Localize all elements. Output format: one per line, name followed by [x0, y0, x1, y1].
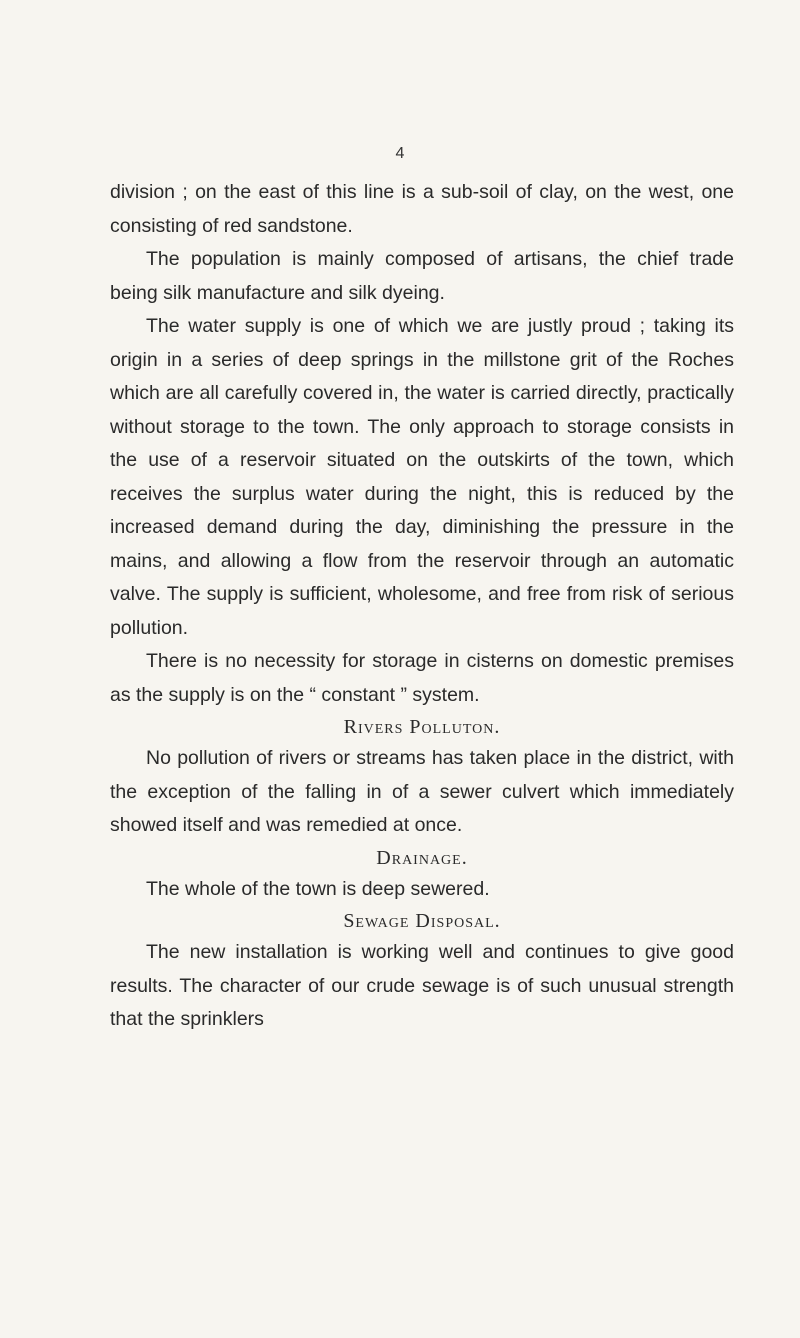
paragraph-water-supply: The water supply is one of which we are justly proud ; taking its origin in a series of deep springs in the millstone grit of the Roches which are all carefully covered in, the water is carried directly, practically without storage to the town. The only approach to storage consists in the use of a reservoir situated on the outskirts of the town, which receives the surplus water during the night, this is reduced by the increased demand during the day, diminishing the pressure in the mains, and allowing a flow from the reservoir through an automatic valve. The supply is sufficient, wholesome, and free from risk of serious pollution.: [110, 315, 734, 639]
paragraph-rivers: No pollution of rivers or streams has taken place in the district, with the exception of the falling in of a sewer culvert which immediately showed itself and was remedied at once.: [110, 747, 734, 836]
page-body: [110, 176, 734, 1037]
paragraph-population: The population is mainly composed of artisans, the chief trade being silk manufacture and silk dyeing.: [110, 248, 734, 304]
heading-drainage: Drainage.: [376, 846, 468, 869]
paragraph-subsoil: division ; on the east of this line is a sub-soil of clay, on the west, one consisting of red sandstone.: [110, 181, 734, 237]
heading-rivers-pollution: Rivers Polluton.: [343, 716, 501, 738]
page-number: 4: [395, 145, 405, 162]
paragraph-drainage: The whole of the town is deep sewered.: [146, 877, 490, 900]
heading-sewage-disposal: Sewage Disposal.: [343, 910, 501, 932]
paragraph-sewage: The new installation is working well and continues to give good results. The character of our crude sewage is of such unusual strength that the sprinklers: [110, 941, 734, 1030]
paragraph-storage: There is no necessity for storage in cisterns on domestic premises as the supply is on the “ constant ” system.: [110, 650, 734, 706]
